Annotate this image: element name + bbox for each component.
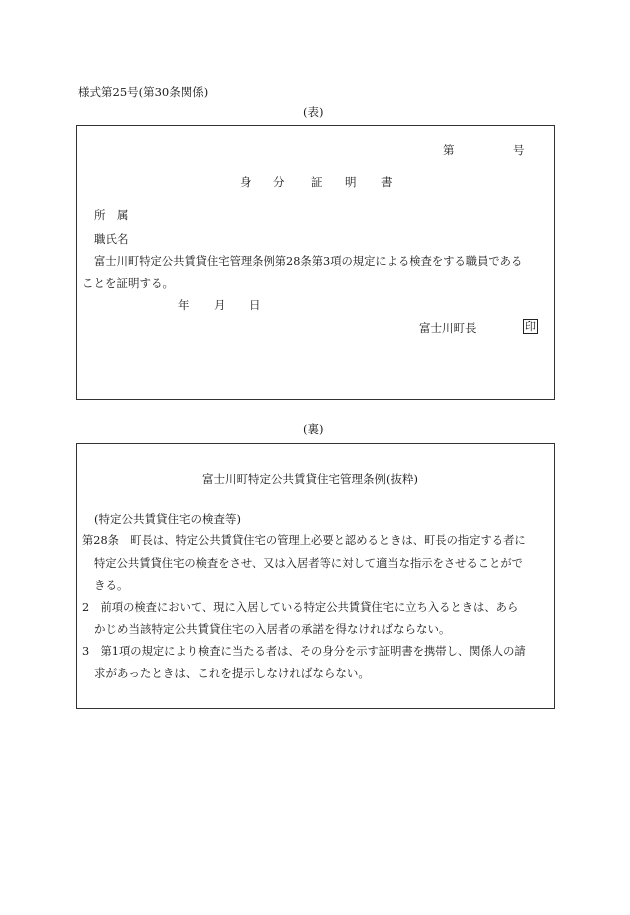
seal-stamp: 印 bbox=[525, 320, 536, 333]
article-caption: (特定公共賃貸住宅の検査等) bbox=[94, 512, 241, 526]
heading-char-2: 分 bbox=[273, 175, 285, 189]
affiliation-label: 所 属 bbox=[94, 208, 129, 222]
issuer: 富士川町長 bbox=[419, 321, 477, 335]
paragraph-2-line-2: かじめ当該特定公共賃貸住宅の入居者の承諾を得なければならない。 bbox=[94, 622, 451, 636]
date-month: 月 bbox=[214, 298, 226, 312]
paragraph-3-line-2: 求があったときは、これを提示しなければならない。 bbox=[94, 666, 370, 680]
number-dai: 第 bbox=[443, 143, 455, 157]
paragraph-2-line-1: 2 前項の検査において、現に入居している特定公共賃貸住宅に立ち入るときは、あら bbox=[82, 601, 519, 614]
staff-name-label: 職氏名 bbox=[94, 232, 129, 246]
form-title: 様式第25号(第30条関係) bbox=[78, 85, 209, 99]
heading-char-1: 身 bbox=[240, 175, 252, 189]
date-day: 日 bbox=[249, 298, 261, 312]
statement-line-1: 富士川町特定公共賃貸住宅管理条例第28条第3項の規定による検査をする職員である bbox=[94, 255, 523, 268]
certificate-back bbox=[76, 443, 555, 709]
heading-char-5: 書 bbox=[381, 175, 393, 189]
date-year: 年 bbox=[178, 298, 190, 312]
article-28-line-1: 第28条 町長は、特定公共賃貸住宅の管理上必要と認めるときは、町長の指定する者に bbox=[82, 534, 526, 547]
certificate-front bbox=[76, 125, 555, 400]
article-28-line-3: きる。 bbox=[94, 578, 129, 592]
paragraph-3-line-1: 3 第1項の規定により検査に当たる者は、その身分を示す証明書を携帯し、関係人の請 bbox=[82, 645, 526, 658]
heading-char-3: 証 bbox=[311, 175, 323, 189]
seal-mark bbox=[523, 319, 538, 334]
number-go: 号 bbox=[513, 143, 525, 157]
back-label: (裏) bbox=[303, 422, 324, 436]
back-title: 富士川町特定公共賃貸住宅管理条例(抜粋) bbox=[202, 472, 418, 486]
front-label: (表) bbox=[303, 105, 324, 119]
article-28-line-2: 特定公共賃貸住宅の検査をさせ、又は入居者等に対して適当な指示をさせることがで bbox=[94, 557, 523, 570]
statement-line-2: ことを証明する。 bbox=[82, 276, 174, 290]
heading-char-4: 明 bbox=[345, 175, 357, 189]
